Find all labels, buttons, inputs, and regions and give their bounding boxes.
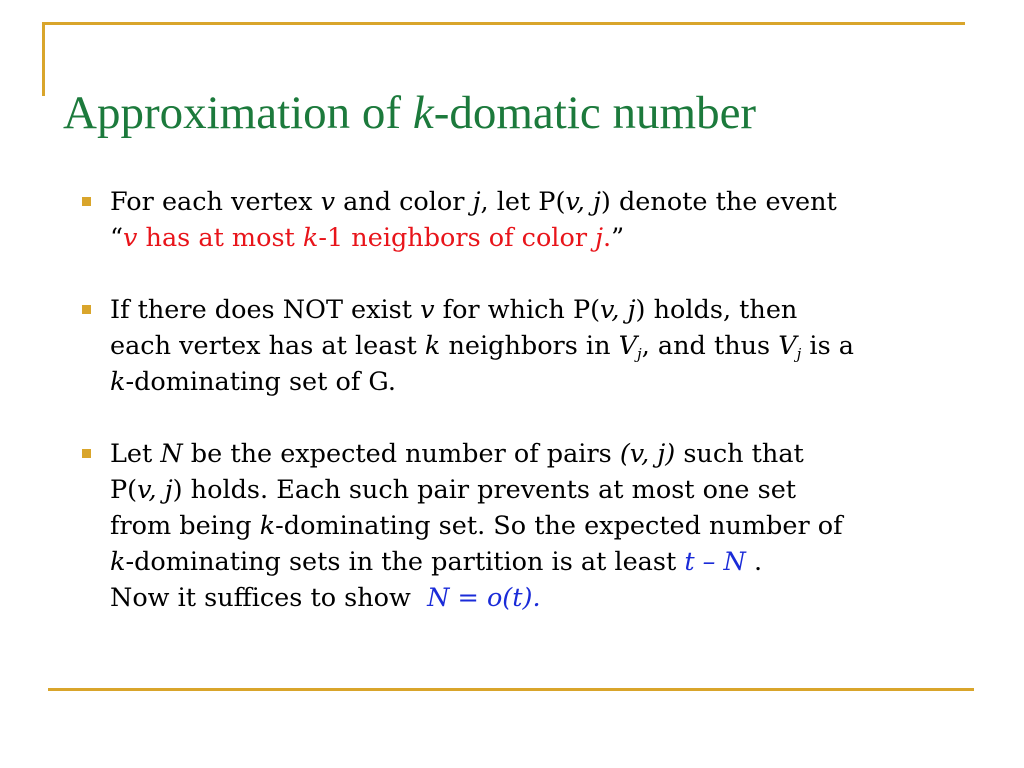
math-var: k: [110, 367, 126, 397]
text: Now it suffices to show: [110, 583, 428, 613]
math-var: (v, j): [619, 439, 676, 469]
text: -dominating sets in the partition is at least: [125, 547, 685, 577]
math-subscript: j: [796, 345, 802, 363]
title-k: k: [412, 87, 434, 139]
square-bullet-icon: [82, 449, 91, 458]
bottom-rule: [48, 688, 974, 691]
text: neighbors in: [440, 331, 619, 361]
bullet-line: [110, 220, 982, 256]
text: If there does NOT exist: [110, 295, 421, 325]
text: -dominating set. So the expected number of: [275, 511, 843, 541]
text: For each vertex: [110, 187, 321, 217]
math-var: k: [424, 331, 441, 361]
bullet-line: [110, 292, 982, 328]
math-expression: N = o(t).: [427, 583, 541, 613]
text: , let P(: [480, 187, 566, 217]
bullet-line: [110, 544, 982, 580]
text: P(: [110, 475, 138, 505]
text: such that: [675, 439, 804, 469]
text: -dominating set of G.: [125, 367, 396, 397]
text: ) denote the event: [600, 187, 837, 217]
math-var: k: [259, 511, 276, 541]
text: is a: [801, 331, 854, 361]
text: .: [745, 547, 763, 577]
math-var: v: [320, 187, 335, 217]
math-var: k: [302, 223, 319, 253]
event-text: [123, 223, 611, 253]
text: “: [110, 223, 124, 253]
bullet-line: [110, 508, 982, 544]
text: ) holds, then: [635, 295, 798, 325]
math-var: j: [595, 223, 604, 253]
math-var: v, j: [137, 475, 173, 505]
math-expression: t – N: [684, 547, 746, 577]
math-var: k: [110, 547, 126, 577]
math-var: V: [778, 331, 797, 361]
bullet-line: [110, 184, 982, 220]
text: for which P(: [434, 295, 601, 325]
square-bullet-icon: [82, 305, 91, 314]
text: be the expected number of pairs: [182, 439, 620, 469]
bullet-item: [82, 184, 982, 256]
math-var: j: [472, 187, 481, 217]
left-corner-rule: [42, 22, 45, 96]
title-text-end: -domatic number: [433, 87, 757, 139]
math-var: v: [420, 295, 435, 325]
text: .: [603, 223, 612, 253]
bullet-line: [110, 436, 982, 472]
math-var: v, j: [600, 295, 636, 325]
math-var: v: [123, 223, 138, 253]
bullet-item: [82, 292, 982, 400]
text: and color: [334, 187, 473, 217]
math-var: v, j: [565, 187, 601, 217]
text: each vertex has at least: [110, 331, 425, 361]
math-var: V: [618, 331, 638, 361]
text: Let: [110, 439, 161, 469]
math-var: N: [160, 439, 183, 469]
bullet-line: [110, 328, 982, 364]
text: has at most: [137, 223, 303, 253]
slide-title: [63, 86, 756, 140]
title-text: Approximation of: [63, 87, 413, 139]
text: ) holds. Each such pair prevents at most one set: [172, 475, 797, 505]
bullet-list: [82, 184, 982, 616]
text: -1 neighbors of color: [318, 223, 596, 253]
text: from being: [110, 511, 260, 541]
bullet-item: [82, 436, 982, 616]
math-subscript: j: [637, 345, 642, 363]
top-rule: [42, 22, 965, 25]
bullet-line: [110, 364, 982, 400]
text: ”: [611, 223, 625, 253]
text: , and thus: [641, 331, 779, 361]
bullet-line: [110, 580, 982, 616]
square-bullet-icon: [82, 197, 91, 206]
bullet-line: [110, 472, 982, 508]
